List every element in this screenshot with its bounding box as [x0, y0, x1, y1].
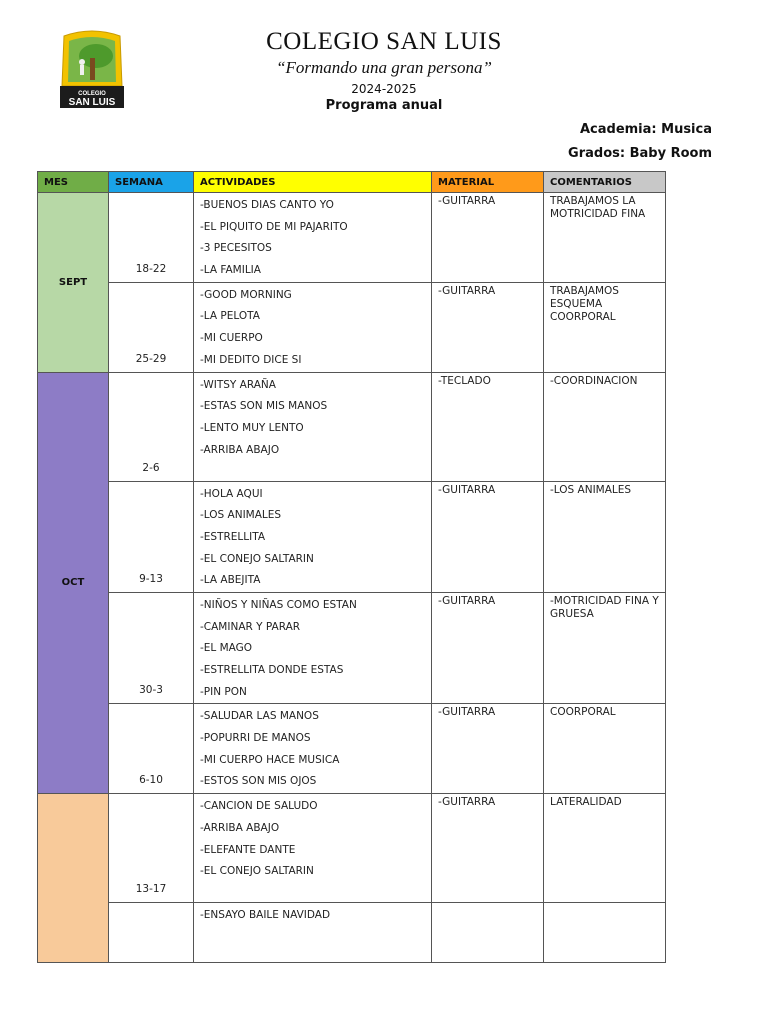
- activities-cell: [194, 372, 432, 481]
- comments-cell: COORPORAL: [544, 704, 666, 794]
- col-header-mes: MES: [38, 172, 109, 193]
- comments-cell: TRABAJAMOS ESQUEMA COORPORAL: [544, 282, 666, 372]
- activity-item: -BUENOS DIAS CANTO YO: [200, 199, 334, 211]
- table-row: [38, 704, 666, 794]
- material-cell: -GUITARRA: [432, 704, 544, 794]
- logo-text-top: COLEGIO: [78, 91, 106, 97]
- school-name: COLEGIO SAN LUIS: [266, 28, 502, 55]
- table-row: [38, 282, 666, 372]
- material-cell: [432, 903, 544, 963]
- activity-item: -LA ABEJITA: [200, 574, 261, 587]
- activities-cell: [194, 794, 432, 903]
- comments-cell: -LOS ANIMALES: [544, 481, 666, 592]
- activity-item: -CANCION DE SALUDO: [200, 800, 318, 813]
- activity-item: -ENSAYO BAILE NAVIDAD: [200, 909, 331, 922]
- activity-item: -WITSY ARAÑA: [200, 378, 276, 391]
- activities-cell: [194, 282, 432, 372]
- activity-item: -ESTAS SON MIS MANOS: [200, 400, 328, 413]
- academy-label: Academia: Musica: [579, 122, 712, 137]
- comments-cell: -COORDINACION: [544, 372, 666, 481]
- month-cell: [38, 794, 109, 963]
- month-cell: OCT: [38, 372, 109, 794]
- activity-item: -EL MAGO: [200, 642, 253, 655]
- school-year: 2024-2025: [351, 82, 417, 96]
- activity-item: -EL PIQUITO DE MI PAJARITO: [200, 220, 348, 233]
- activity-item: -ESTOS SON MIS OJOS: [200, 775, 317, 788]
- activity-item: -PIN PON: [200, 685, 247, 698]
- activity-item: -ESTRELLITA DONDE ESTAS: [200, 664, 344, 676]
- col-header-material: MATERIAL: [432, 172, 544, 193]
- school-motto: “Formando una gran persona”: [276, 58, 492, 77]
- table-row: [38, 481, 666, 592]
- annual-program-table: [37, 171, 666, 963]
- activity-item: -EL CONEJO SALTARIN: [200, 552, 314, 565]
- week-cell: 25-29: [109, 282, 194, 372]
- comments-cell: TRABAJAMOS LA MOTRICIDAD FINA: [544, 193, 666, 283]
- activities-cell: [194, 903, 432, 963]
- activity-item: -LA PELOTA: [200, 310, 260, 323]
- table-row: [38, 592, 666, 703]
- activity-item: -EL CONEJO SALTARIN: [200, 865, 314, 878]
- material-cell: -GUITARRA: [432, 282, 544, 372]
- week-cell: 30-3: [109, 592, 194, 703]
- table-header-row: [38, 172, 666, 193]
- table-row: [38, 903, 666, 963]
- activity-item: -MI DEDITO DICE SI: [200, 353, 302, 366]
- activity-item: -SALUDAR LAS MANOS: [200, 710, 319, 723]
- activity-item: -MI CUERPO HACE MUSICA: [200, 753, 340, 766]
- activity-item: -ELEFANTE DANTE: [200, 843, 296, 856]
- activity-item: -ARRIBA ABAJO: [200, 821, 280, 834]
- activity-item: -HOLA AQUI: [200, 487, 263, 500]
- logo-text-bottom: SAN LUIS: [68, 97, 116, 108]
- activity-item: -ESTRELLITA: [200, 530, 266, 543]
- week-cell: 9-13: [109, 481, 194, 592]
- material-cell: -GUITARRA: [432, 481, 544, 592]
- week-cell: 13-17: [109, 794, 194, 903]
- activity-item: -3 PECESITOS: [200, 242, 272, 255]
- activities-cell: [194, 481, 432, 592]
- activities-cell: [194, 193, 432, 283]
- col-header-semana: SEMANA: [109, 172, 194, 193]
- table-row: [38, 193, 666, 283]
- activity-item: -MI CUERPO: [200, 332, 263, 345]
- activity-item: -LA FAMILIA: [200, 264, 261, 277]
- week-cell: 2-6: [109, 372, 194, 481]
- week-cell: 6-10: [109, 704, 194, 794]
- table-row: [38, 372, 666, 481]
- activity-item: -POPURRI DE MANOS: [200, 732, 311, 745]
- material-cell: -GUITARRA: [432, 794, 544, 903]
- activity-item: -LOS ANIMALES: [200, 509, 282, 522]
- material-cell: -GUITARRA: [432, 592, 544, 703]
- comments-cell: -MOTRICIDAD FINA Y GRUESA: [544, 592, 666, 703]
- table-row: [38, 794, 666, 903]
- comments-cell: [544, 903, 666, 963]
- week-cell: [109, 903, 194, 963]
- activity-item: -ARRIBA ABAJO: [200, 443, 280, 456]
- material-cell: -GUITARRA: [432, 193, 544, 283]
- week-cell: 18-22: [109, 193, 194, 283]
- grades-label: Grados: Baby Room: [568, 146, 712, 161]
- activity-item: -NIÑOS Y NIÑAS COMO ESTAN: [200, 598, 357, 611]
- col-header-comentarios: COMENTARIOS: [544, 172, 666, 193]
- month-cell: SEPT: [38, 193, 109, 373]
- col-header-actividades: ACTIVIDADES: [194, 172, 432, 193]
- activity-item: -CAMINAR Y PARAR: [200, 620, 301, 633]
- program-title: Programa anual: [325, 98, 443, 113]
- activity-item: -GOOD MORNING: [200, 288, 292, 301]
- material-cell: -TECLADO: [432, 372, 544, 481]
- activity-item: -LENTO MUY LENTO: [200, 421, 304, 434]
- activities-cell: [194, 592, 432, 703]
- comments-cell: LATERALIDAD: [544, 794, 666, 903]
- activities-cell: [194, 704, 432, 794]
